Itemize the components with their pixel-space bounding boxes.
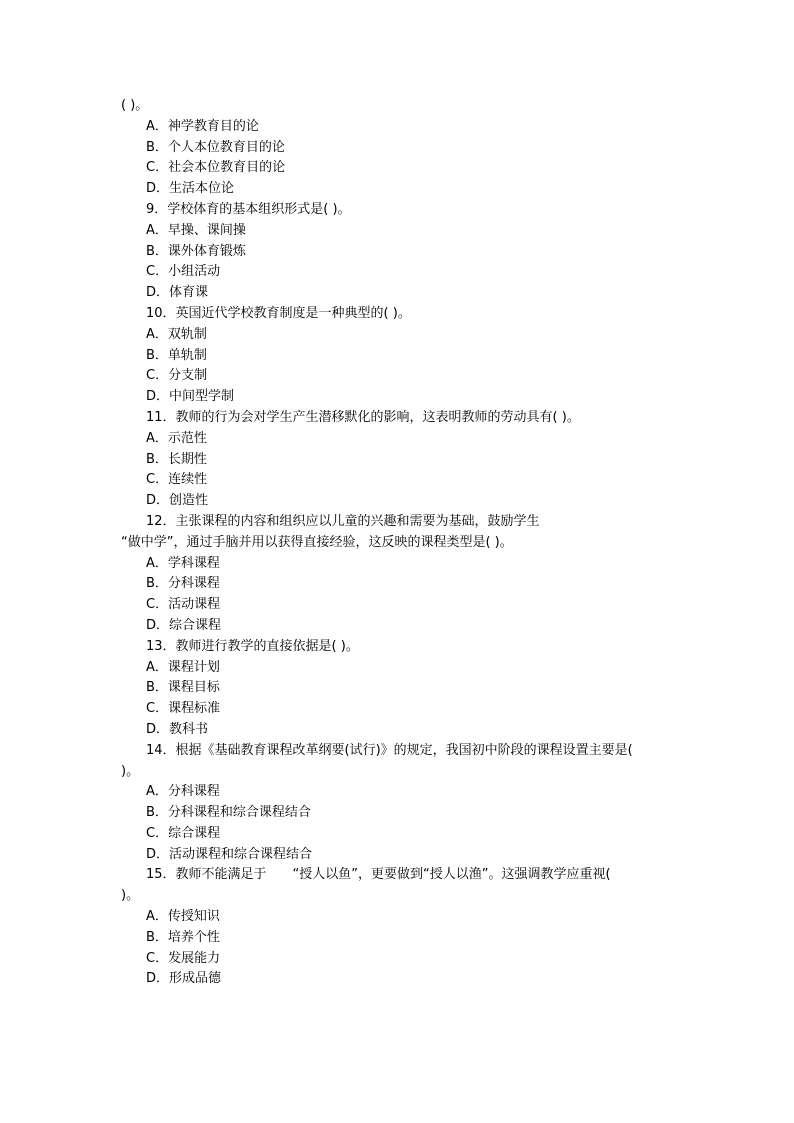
text-line: 14．根据《基础教育课程改革纲要(试行)》的规定，我国初中阶段的课程设置主要是( — [146, 742, 633, 758]
text-line: ( )。 — [121, 98, 149, 113]
text-line: D．教科书 — [146, 721, 209, 737]
text-line: D．体育课 — [146, 285, 209, 301]
text-line: C．发展能力 — [146, 950, 221, 966]
text-line: 13．教师进行教学的直接依据是( )。 — [146, 638, 359, 654]
text-line: D．活动课程和综合课程结合 — [146, 846, 313, 862]
text-line: B．课外体育锻炼 — [146, 243, 246, 259]
text-line: C．综合课程 — [146, 825, 221, 841]
text-line: )。 — [121, 763, 140, 779]
text-line: A．课程计划 — [146, 659, 220, 675]
text-line: D．综合课程 — [146, 617, 222, 633]
text-line: A．示范性 — [146, 430, 207, 446]
text-line: B．个人本位教育目的论 — [146, 139, 285, 155]
text-line: D．形成品德 — [146, 971, 222, 987]
text-line: “做中学”，通过手脑并用以获得直接经验，这反映的课程类型是( )。 — [121, 534, 513, 550]
text-line: B．课程目标 — [146, 680, 220, 696]
text-line: C．小组活动 — [146, 264, 221, 280]
text-line: B．单轨制 — [146, 347, 207, 363]
text-line: A．早操、课间操 — [146, 222, 246, 238]
text-line: 12．主张课程的内容和组织应以儿童的兴趣和需要为基础，鼓励学生 — [146, 513, 540, 529]
text-line: C．课程标准 — [146, 701, 221, 717]
text-line: A．神学教育目的论 — [146, 118, 259, 134]
text-line: B．分科课程 — [146, 576, 220, 592]
document-body — [121, 96, 681, 990]
text-line: A．传授知识 — [146, 909, 220, 925]
text-line: 9．学校体育的基本组织形式是( )。 — [146, 201, 351, 217]
text-line: B．分科课程和综合课程结合 — [146, 805, 311, 821]
text-line: A．分科课程 — [146, 784, 220, 800]
text-line: C．连续性 — [146, 472, 208, 488]
text-line: D．中间型学制 — [146, 389, 235, 405]
text-line: C．活动课程 — [146, 597, 221, 613]
text-line: C．分支制 — [146, 368, 208, 384]
text-line: A．双轨制 — [146, 326, 207, 342]
text-line: 10．英国近代学校教育制度是一种典型的( )。 — [146, 305, 411, 321]
text-line: D．生活本位论 — [146, 181, 235, 197]
text-line: C．社会本位教育目的论 — [146, 160, 286, 176]
text-line: D．创造性 — [146, 493, 209, 509]
text-line: B．培养个性 — [146, 929, 220, 945]
text-line: B．长期性 — [146, 451, 207, 467]
text-line: 15．教师不能满足于 “授人以鱼”，更要做到“授人以渔”。这强调教学应重视( — [146, 867, 611, 883]
text-line: A．学科课程 — [146, 555, 220, 571]
text-line: )。 — [121, 888, 140, 904]
text-line: 11．教师的行为会对学生产生潜移默化的影响，这表明教师的劳动具有( )。 — [146, 409, 580, 425]
